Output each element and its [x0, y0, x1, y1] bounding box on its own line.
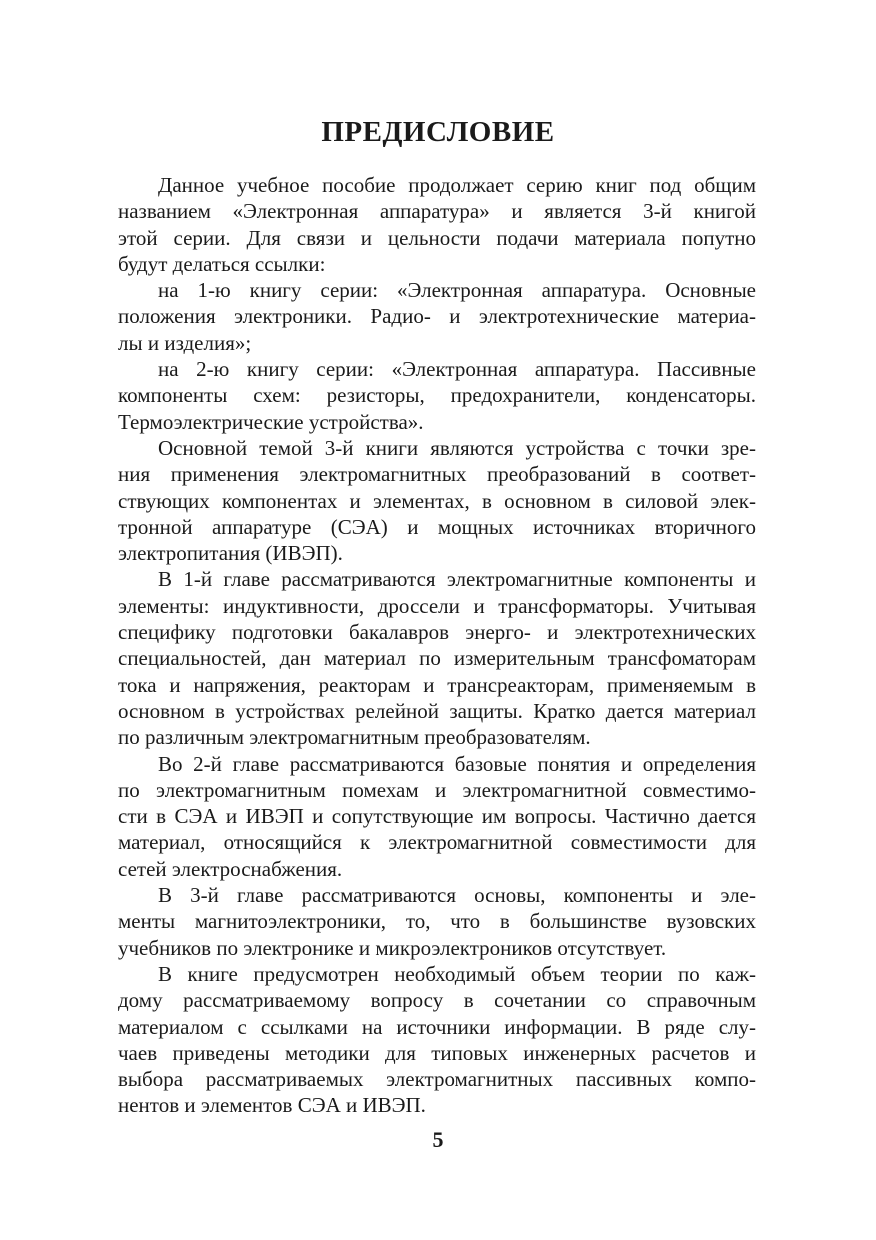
- page-number: 5: [432, 1127, 444, 1152]
- text-line: Данное учебное пособие продолжает серию книг под общим: [158, 173, 756, 197]
- text-line: материалом с ссылками на источники информации. В ряде слу-: [118, 1014, 756, 1039]
- text-line: чаев приведены методики для типовых инженерных расчетов и: [118, 1040, 756, 1065]
- preface-body: [118, 172, 756, 1119]
- text-line: на 1-ю книгу серии: «Электронная аппаратура. Основные: [158, 278, 756, 303]
- text-line: лы и изделия»;: [118, 330, 252, 355]
- text-line: нентов и элементов СЭА и ИВЭП.: [118, 1093, 426, 1118]
- text-line: В 3-й главе рассматриваются основы, компоненты и эле-: [158, 883, 756, 908]
- text-line: тронной аппаратуре (СЭА) и мощных источниках вторичного: [118, 514, 756, 539]
- text-line: на 2-ю книгу серии: «Электронная аппаратура. Пассивные: [158, 357, 756, 382]
- text-line: будут делаться ссылки:: [118, 251, 326, 276]
- text-line: компоненты схем: резисторы, предохранители, конденсаторы.: [118, 383, 756, 408]
- text-line: специфику подготовки бакалавров энерго- и электротехнических: [118, 620, 756, 645]
- text-line: дому рассматриваемому вопросу в сочетании со справочным: [118, 988, 756, 1013]
- text-line: названием «Электронная аппаратура» и является 3-й книгой: [118, 199, 756, 224]
- text-line: специальностей, дан материал по измерительным трансфоматорам: [118, 646, 756, 671]
- page-title: ПРЕДИСЛОВИЕ: [321, 116, 555, 148]
- text-line: элементы: индуктивности, дроссели и трансформаторы. Учитывая: [118, 593, 756, 618]
- text-line: выбора рассматриваемых электромагнитных пассивных компо-: [118, 1067, 756, 1092]
- text-line: электропитания (ИВЭП).: [118, 541, 343, 566]
- text-line: менты магнитоэлектроники, то, что в большинстве вузовских: [118, 909, 756, 934]
- text-line: ствующих компонентах и элементах, в основном в силовой элек-: [118, 488, 756, 513]
- text-line: по различным электромагнитным преобразователям.: [118, 725, 591, 750]
- text-line: тока и напряжения, реакторам и трансреакторам, применяемым в: [118, 672, 756, 697]
- text-line: Термоэлектрические устройства».: [118, 409, 424, 434]
- text-line: сетей электроснабжения.: [118, 856, 343, 881]
- text-line: учебников по электронике и микроэлектроников отсутствует.: [118, 935, 667, 960]
- text-line: сти в СЭА и ИВЭП и сопутствующие им вопросы. Частично дается: [118, 804, 756, 829]
- text-line: положения электроники. Радио- и электротехнические материа-: [118, 304, 756, 329]
- text-line: В книге предусмотрен необходимый объем теории по каж-: [158, 961, 756, 986]
- text-line: основном в устройствах релейной защиты. Кратко дается материал: [118, 698, 756, 723]
- text-line: Основной темой 3-й книги являются устройства с точки зре-: [158, 435, 756, 460]
- text-line: Во 2-й главе рассматриваются базовые понятия и определения: [158, 751, 756, 776]
- text-line: ния применения электромагнитных преобразований в соответ-: [118, 462, 756, 487]
- text-line: этой серии. Для связи и цельности подачи материала попутно: [118, 225, 756, 250]
- text-line: В 1-й главе рассматриваются электромагнитные компоненты и: [158, 567, 756, 592]
- text-line: материал, относящийся к электромагнитной совместимости для: [118, 830, 756, 855]
- text-line: по электромагнитным помехам и электромагнитной совместимо-: [118, 777, 756, 802]
